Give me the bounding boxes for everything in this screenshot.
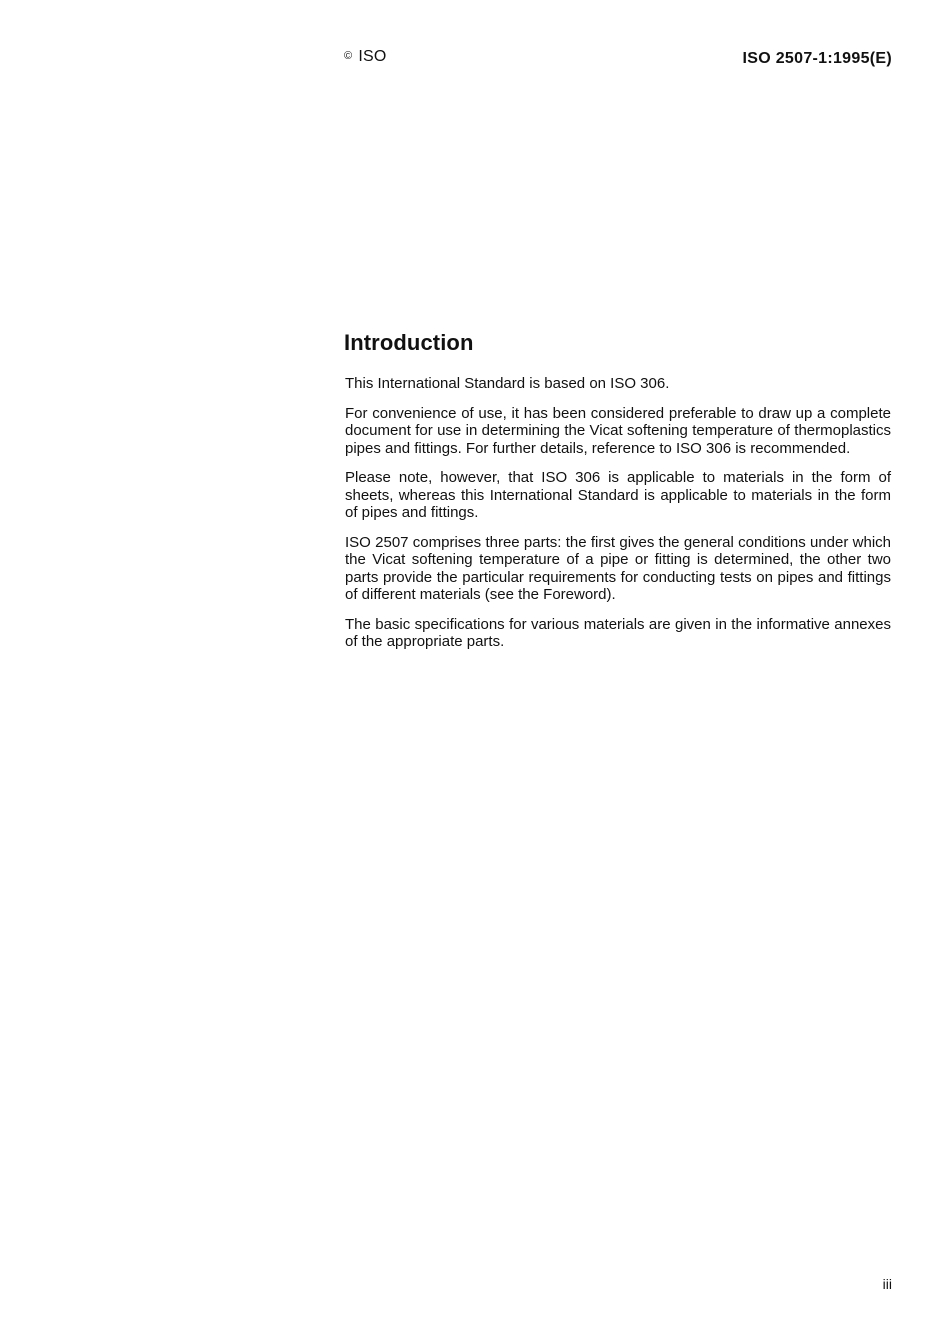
section-body <box>345 375 891 663</box>
paragraph: ISO 2507 comprises three parts: the first gives the general conditions under which the Vicat softening temperature of a pipe or fitting is determined, the other two parts provide the particular requirements for conducting tests on pipes and fittings of different materials (see the Foreword). <box>345 533 891 603</box>
paragraph: Please note, however, that ISO 306 is applicable to materials in the form of sheets, whereas this International Standard is applicable to materials in the form of pipes and fittings. <box>345 469 891 521</box>
copyright-symbol: © <box>344 50 353 62</box>
paragraph: The basic specifications for various materials are given in the informative annexes of the appropriate parts. <box>345 615 891 650</box>
document-id: ISO 2507-1:1995(E) <box>742 50 892 67</box>
header-copyright <box>344 48 386 66</box>
paragraph: This International Standard is based on ISO 306. <box>345 375 670 392</box>
page-number: iii <box>882 1276 892 1292</box>
paragraph: For convenience of use, it has been considered preferable to draw up a complete document for use in determining the Vicat softening temperature of thermoplastics pipes and fittings. For further details, reference to ISO 306 is recommended. <box>345 404 891 457</box>
section-title: Introduction <box>344 330 474 355</box>
header-organization: ISO <box>358 48 387 65</box>
